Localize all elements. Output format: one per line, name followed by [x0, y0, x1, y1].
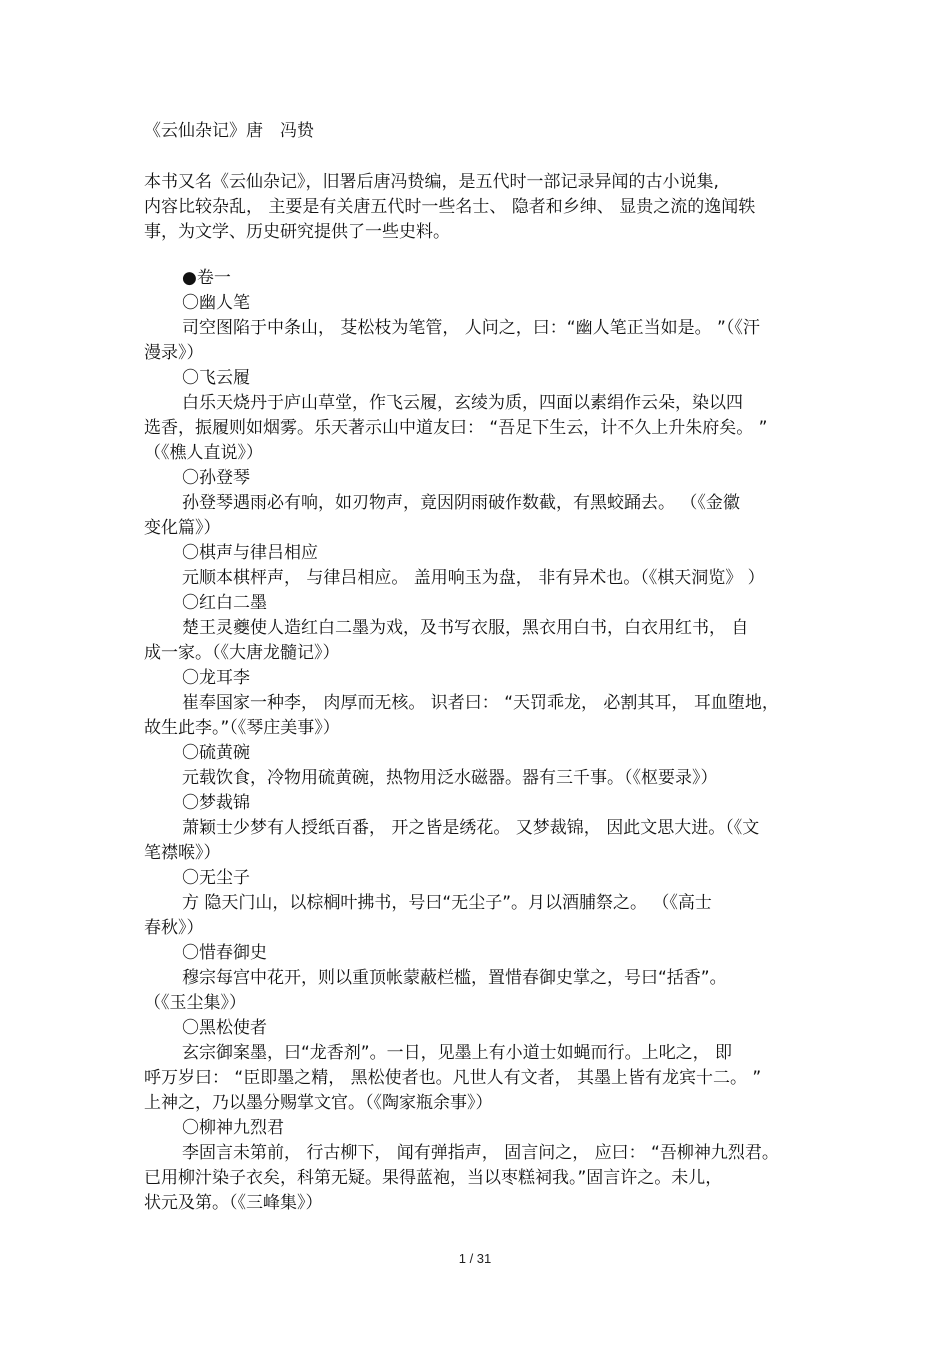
entry-text-line: 孙登琴遇雨必有响，如刃物声，竟因阴雨破作数截，有黑蛟踊去。 （《金徽: [182, 493, 740, 513]
entry-heading: 〇硫黄碗: [182, 743, 250, 763]
entry-text-line: 呼万岁曰： “臣即墨之精， 黑松使者也。凡世人有文者， 其墨上皆有龙宾十二。 ”: [144, 1068, 762, 1088]
entry-text-line: 白乐天烧丹于庐山草堂，作飞云履，玄绫为质，四面以素绢作云朵，染以四: [182, 393, 743, 413]
entry-text-line: 选香，振履则如烟雾。乐天著示山中道友曰： “吾足下生云，计不久上升朱府矣。 ”: [144, 418, 768, 438]
entry-heading: 〇孙登琴: [182, 468, 250, 488]
entry-text-line: 司空图陷于中条山， 芟松枝为笔管， 人问之，曰：“幽人笔正当如是。 ”（《汗: [182, 318, 760, 338]
entry-text-line: 崔奉国家一种李， 肉厚而无核。 识者曰： “天罚乖龙， 必割其耳， 耳血堕地，: [182, 693, 779, 713]
entry-heading: 〇棋声与律吕相应: [182, 543, 318, 563]
entry-heading: 〇龙耳李: [182, 668, 250, 688]
entry-heading: 〇幽人笔: [182, 293, 250, 313]
page-number: 1 / 31: [458, 1251, 492, 1266]
entry-text-line: 玄宗御案墨，曰“龙香剂”。一日，见墨上有小道士如蝇而行。上叱之， 即: [182, 1043, 733, 1063]
entry-heading: 〇梦裁锦: [182, 793, 250, 813]
entry-text-line: 李固言未第前， 行古柳下， 闻有弹指声， 固言问之， 应曰： “吾柳神九烈君。: [182, 1143, 779, 1163]
entry-heading: 〇无尘子: [182, 868, 250, 888]
entry-text-line: 已用柳汁染子衣矣，科第无疑。果得蓝袍，当以枣糕祠我。”固言许之。未儿，: [144, 1168, 723, 1188]
entry-heading: 〇飞云履: [182, 368, 250, 388]
entry-text-line: 方 隐天门山，以棕榈叶拂书，号曰“无尘子”。月以酒脯祭之。 （《高士: [182, 893, 712, 913]
entry-text-line: （《樵人直说》）: [144, 443, 263, 463]
entry-heading: 〇惜春御史: [182, 943, 267, 963]
entry-text-line: 萧颖士少梦有人授纸百番， 开之皆是绣花。 又梦裁锦， 因此文思大进。（《文: [182, 818, 760, 838]
entry-text-line: （《玉尘集》）: [144, 993, 246, 1013]
volume-heading: ●卷一: [182, 268, 231, 288]
intro-line: 事，为文学、历史研究提供了一些史料。: [144, 222, 450, 242]
entry-heading: 〇红白二墨: [182, 593, 267, 613]
entry-text-line: 元载饮食，冷物用硫黄碗，热物用泛水磁器。器有三千事。（《枢要录》）: [182, 768, 718, 788]
entry-heading: 〇黑松使者: [182, 1018, 267, 1038]
entry-text-line: 元顺本棋枰声， 与律吕相应。 盖用响玉为盘， 非有异术也。（《棋天洞览》 ）: [182, 568, 765, 588]
entry-text-line: 漫录》）: [144, 343, 204, 363]
intro-line: 内容比较杂乱， 主要是有关唐五代时一些名士、 隐者和乡绅、 显贵之流的逸闻轶: [144, 197, 756, 217]
document-title: 《云仙杂记》唐 冯贽: [144, 121, 314, 141]
entry-text-line: 状元及第。（《三峰集》）: [144, 1193, 323, 1213]
entry-text-line: 楚王灵夔使人造红白二墨为戏，及书写衣服，黑衣用白书，白衣用红书， 自: [182, 618, 749, 638]
entry-text-line: 穆宗每宫中花开，则以重顶帐蒙蔽栏槛，置惜春御史掌之，号曰“括香”。: [182, 968, 727, 988]
entry-heading: 〇柳神九烈君: [182, 1118, 284, 1138]
entry-text-line: 春秋》）: [144, 918, 204, 938]
entry-text-line: 上神之，乃以墨分赐掌文官。（《陶家瓶余事》）: [144, 1093, 493, 1113]
entry-text-line: 故生此李。”（《琴庄美事》）: [144, 718, 340, 738]
intro-line: 本书又名《云仙杂记》，旧署后唐冯贽编，是五代时一部记录异闻的古小说集,: [144, 172, 719, 192]
entry-text-line: 笔襟喉》）: [144, 843, 221, 863]
entry-text-line: 变化篇》）: [144, 518, 221, 538]
entry-text-line: 成一家。（《大唐龙髓记》）: [144, 643, 340, 663]
